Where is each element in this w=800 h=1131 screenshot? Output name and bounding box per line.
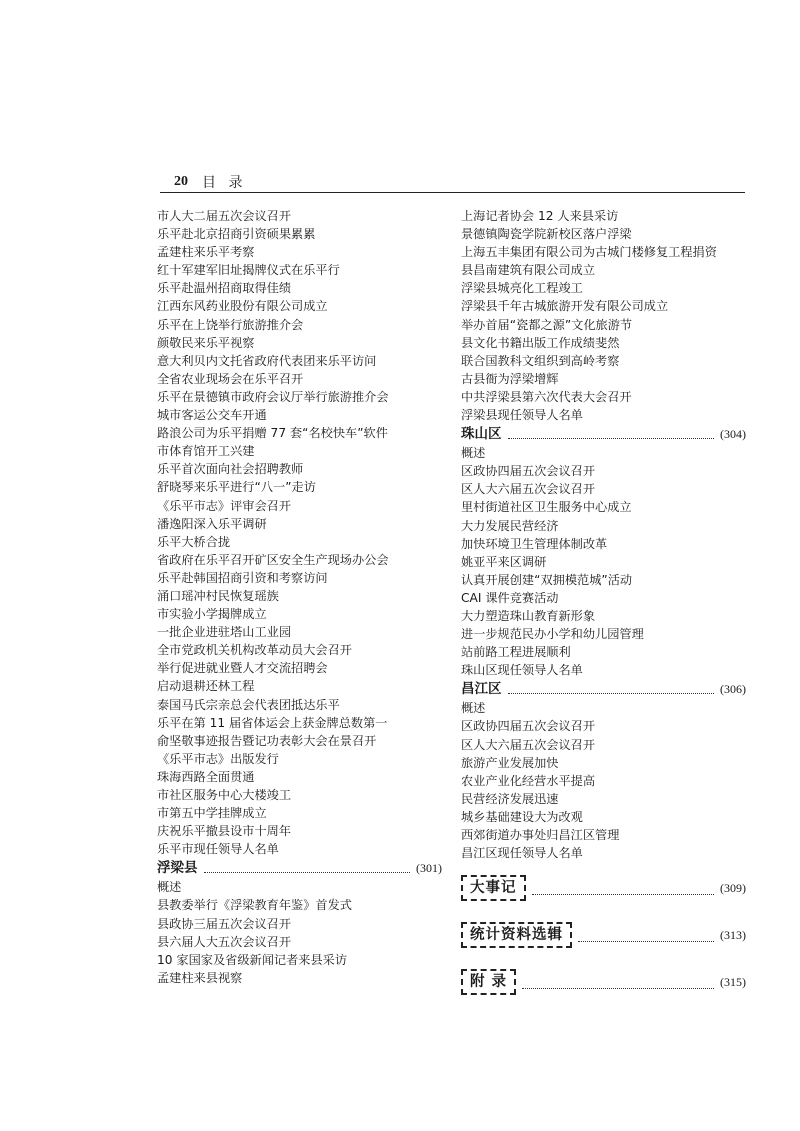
toc-entry[interactable]: 市第五中学挂牌成立 (157, 806, 267, 821)
toc-entry[interactable]: 乐平赴北京招商引资硕果累累 (157, 227, 316, 242)
toc-entry[interactable]: 县昌南建筑有限公司成立 (461, 263, 596, 278)
toc-entry[interactable]: 中共浮梁县第六次代表大会召开 (461, 389, 632, 404)
toc-entry[interactable]: 县六届人大五次会议召开 (157, 934, 292, 949)
toc-entry[interactable]: 进一步规范民办小学和幼儿园管理 (461, 627, 644, 642)
toc-left-column (157, 207, 442, 987)
toc-entry[interactable]: 民营经济发展迅速 (461, 791, 559, 806)
boxed-section-title: 附 录 (461, 969, 516, 995)
page-title: 目 录 (202, 175, 247, 191)
toc-entry[interactable]: CAI 课件竞赛活动 (461, 590, 559, 605)
toc-entry[interactable]: 乐平在景德镇市政府会议厅举行旅游推介会 (157, 389, 389, 404)
toc-entry[interactable]: 站前路工程进展顺利 (461, 645, 571, 660)
toc-entry[interactable]: 泰国马氏宗亲总会代表团抵达乐平 (157, 697, 340, 712)
toc-section-heading[interactable] (157, 858, 442, 878)
section-page-number: (304) (720, 427, 746, 442)
toc-entry[interactable]: 意大利贝内文托省政府代表团来乐平访问 (157, 353, 377, 368)
toc-entry[interactable]: 乐平赴温州招商取得佳绩 (157, 281, 292, 296)
toc-entry[interactable]: 浮梁县现任领导人名单 (461, 408, 583, 423)
toc-entry[interactable]: 潘逸阳深入乐平调研 (157, 516, 267, 531)
toc-entry[interactable]: 浮梁县城亮化工程竣工 (461, 281, 583, 296)
section-page-number: (315) (720, 974, 746, 989)
section-page-number: (306) (720, 682, 746, 697)
appendix-section-heading[interactable] (461, 921, 746, 949)
toc-entry[interactable]: 乐平在第 11 届省体运会上获金牌总数第一 (157, 715, 388, 730)
dot-leader (204, 864, 411, 873)
page-number: 20 (174, 174, 188, 189)
toc-entry[interactable]: 概述 (461, 446, 486, 461)
boxed-section-title: 统计资料选辑 (461, 922, 572, 948)
toc-entry[interactable]: 珠海西路全面贯通 (157, 769, 255, 784)
toc-entry[interactable]: 市体育馆开工兴建 (157, 444, 255, 459)
toc-entry[interactable]: 举办首届“瓷都之源”文化旅游节 (461, 317, 633, 332)
toc-entry[interactable]: 全省农业现场会在乐平召开 (157, 371, 304, 386)
toc-entry[interactable]: 乐平首次面向社会招聘教师 (157, 462, 304, 477)
toc-entry[interactable]: 10 家国家及省级新闻记者来县采访 (157, 952, 348, 967)
header-rule (160, 192, 745, 193)
toc-entry[interactable]: 一批企业进驻塔山工业园 (157, 625, 292, 640)
appendix-section-heading[interactable] (461, 968, 746, 996)
page-header (160, 172, 745, 194)
toc-entry[interactable]: 省政府在乐平召开矿区安全生产现场办公会 (157, 552, 389, 567)
toc-section-heading[interactable] (461, 679, 746, 699)
toc-entry[interactable]: 区人大六届五次会议召开 (461, 737, 596, 752)
toc-entry[interactable]: 浮梁县千年古城旅游开发有限公司成立 (461, 299, 669, 314)
toc-entry[interactable]: 农业产业化经营水平提高 (461, 773, 596, 788)
toc-entry[interactable]: 联合国教科文组织到高岭考察 (461, 353, 620, 368)
toc-entry[interactable]: 《乐平市志》出版发行 (157, 751, 279, 766)
toc-entry[interactable]: 区政协四届五次会议召开 (461, 719, 596, 734)
toc-entry[interactable]: 乐平在上饶举行旅游推介会 (157, 317, 304, 332)
toc-right-entries (461, 207, 746, 862)
toc-entry[interactable]: 举行促进就业暨人才交流招聘会 (157, 661, 328, 676)
toc-entry[interactable]: 区人大六届五次会议召开 (461, 482, 596, 497)
toc-entry[interactable]: 区政协四届五次会议召开 (461, 464, 596, 479)
dot-leader (508, 430, 715, 439)
toc-entry[interactable]: 概述 (157, 880, 182, 895)
toc-entry[interactable]: 城市客运公交车开通 (157, 408, 267, 423)
toc-entry[interactable]: 全市党政机关机构改革动员大会召开 (157, 643, 352, 658)
toc-entry[interactable]: 县文化书籍出版工作成绩斐然 (461, 335, 620, 350)
toc-entry[interactable]: 珠山区现任领导人名单 (461, 663, 583, 678)
toc-entry[interactable]: 大力发展民营经济 (461, 518, 559, 533)
section-page-number: (301) (416, 861, 442, 876)
toc-entry[interactable]: 市社区服务中心大楼竣工 (157, 788, 292, 802)
dot-leader (508, 685, 715, 694)
toc-entry[interactable]: 加快环境卫生管理体制改革 (461, 536, 608, 551)
section-title: 珠山区 (461, 426, 502, 443)
toc-entry[interactable]: 乐平赴韩国招商引资和考察访问 (157, 570, 328, 585)
toc-entry[interactable]: 上海记者协会 12 人来县采访 (461, 209, 619, 223)
toc-entry[interactable]: 概述 (461, 701, 486, 716)
dot-leader (578, 929, 714, 942)
appendix-section-heading[interactable] (461, 874, 746, 902)
toc-entry[interactable]: 认真开展创建“双拥模范城”活动 (461, 572, 633, 587)
toc-entry[interactable]: 路浪公司为乐平捐赠 77 套“名校快车”软件 (157, 426, 388, 441)
toc-entry[interactable]: 市实验小学揭牌成立 (157, 607, 267, 622)
toc-right-column (461, 207, 746, 996)
toc-entry[interactable]: 县教委举行《浮梁教育年鉴》首发式 (157, 898, 352, 913)
toc-entry[interactable]: 涌口瑶冲村民恢复瑶族 (157, 588, 279, 603)
boxed-section-title: 大事记 (461, 875, 526, 901)
toc-entry[interactable]: 姚亚平来区调研 (461, 554, 547, 569)
toc-entry[interactable]: 旅游产业发展加快 (461, 755, 559, 770)
toc-entry[interactable]: 孟建柱来县视察 (157, 970, 243, 985)
toc-entry[interactable]: 城乡基础建设大为改观 (461, 809, 583, 824)
toc-entry[interactable]: 庆祝乐平撤县设市十周年 (157, 824, 292, 839)
toc-entry[interactable]: 昌江区现任领导人名单 (461, 846, 583, 861)
toc-entry[interactable]: 颜敬民来乐平视察 (157, 335, 255, 350)
dot-leader (532, 882, 715, 895)
toc-entry[interactable]: 乐平市现任领导人名单 (157, 842, 279, 857)
toc-entry[interactable]: 景德镇陶瓷学院新校区落户浮梁 (461, 227, 632, 242)
toc-entry[interactable]: 俞坚敬事迹报告暨记功表彰大会在景召开 (157, 733, 377, 748)
toc-section-heading[interactable] (461, 424, 746, 444)
toc-entry[interactable]: 西郊街道办事处归昌江区管理 (461, 828, 620, 842)
dot-leader (522, 976, 714, 989)
toc-entry[interactable]: 上海五丰集团有限公司为古城门楼修复工程捐资 (461, 245, 717, 260)
section-title: 昌江区 (461, 681, 502, 698)
section-page-number: (309) (720, 880, 746, 895)
toc-entry[interactable]: 市人大二届五次会议召开 (157, 209, 292, 223)
toc-entry[interactable]: 江西东风药业股份有限公司成立 (157, 299, 328, 314)
toc-entry[interactable]: 乐平大桥合拢 (157, 534, 231, 549)
toc-entry[interactable]: 红十军建军旧址揭牌仪式在乐平行 (157, 263, 340, 278)
toc-entry[interactable]: 《乐平市志》评审会召开 (157, 498, 292, 513)
toc-entry[interactable]: 舒晓琴来乐平进行“八一”走访 (157, 480, 316, 495)
section-page-number: (313) (720, 927, 746, 942)
section-title: 浮梁县 (157, 860, 198, 877)
toc-entry[interactable]: 大力塑造珠山教育新形象 (461, 608, 596, 623)
toc-entry[interactable]: 县政协三届五次会议召开 (157, 916, 292, 931)
toc-entry[interactable]: 里村街道社区卫生服务中心成立 (461, 500, 632, 515)
toc-entry[interactable]: 古县衙为浮梁增辉 (461, 371, 559, 386)
appendix-sections (461, 874, 746, 996)
toc-entry[interactable]: 启动退耕还林工程 (157, 679, 255, 694)
toc-entry[interactable]: 孟建柱来乐平考察 (157, 245, 255, 260)
